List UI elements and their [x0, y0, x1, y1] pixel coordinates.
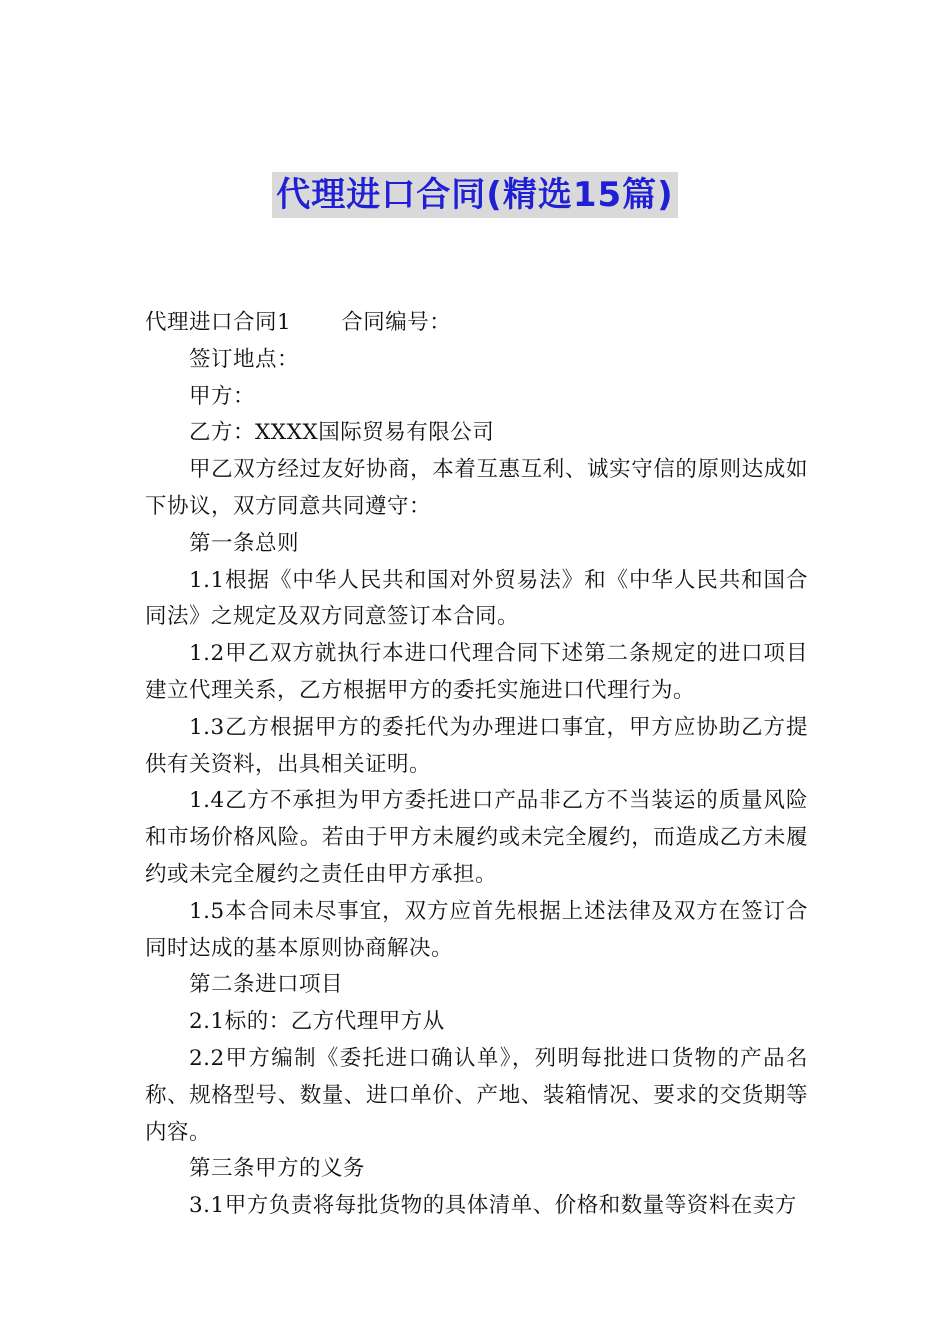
clause-2-2: 2.2甲方编制《委托进口确认单》，列明每批进口货物的产品名称、规格型号、数量、进口单价、产地、装箱情况、要求的交货期等内容。 [145, 1045, 808, 1145]
clause-1-3: 1.3乙方根据甲方的委托代为办理进口事宜，甲方应协助乙方提供有关资料，出具相关证明。 [145, 714, 808, 777]
clause-2-1: 2.1标的：乙方代理甲方从 [189, 1009, 445, 1035]
clause-1-5: 1.5本合同未尽事宜，双方应首先根据上述法律及双方在签订合同时达成的基本原则协商解决。 [145, 898, 808, 961]
article-1-heading: 第一条总则 [189, 530, 300, 556]
document-body [145, 305, 808, 1225]
party-a: 甲方： [189, 383, 256, 409]
clause-1-4: 1.4乙方不承担为甲方委托进口产品非乙方不当装运的质量风险和市场价格风险。若由于甲方未履约或未完全履约，而造成乙方未履约或未完全履约之责任由甲方承担。 [145, 788, 808, 887]
article-3-heading: 第三条甲方的义务 [189, 1156, 366, 1182]
title-wrap [0, 172, 950, 218]
contract-heading: 代理进口合同1 [145, 310, 292, 335]
preamble-paragraph: 甲乙双方经过友好协商，本着互惠互利、诚实守信的原则达成如下协议，双方同意共同遵守： [145, 457, 808, 519]
contract-heading-line [145, 305, 808, 342]
contract-number-label: 合同编号： [341, 310, 452, 335]
clause-1-1: 1.1根据《中华人民共和国对外贸易法》和《中华人民共和国合同法》之规定及双方同意签订本合同。 [145, 567, 808, 630]
clause-1-2: 1.2甲乙双方就执行本进口代理合同下述第二条规定的进口项目建立代理关系，乙方根据甲方的委托实施进口代理行为。 [145, 641, 808, 703]
document-title: 代理进口合同(精选15篇) [272, 172, 677, 218]
signing-place: 签订地点： [189, 346, 300, 372]
clause-3-1: 3.1甲方负责将每批货物的具体清单、价格和数量等资料在卖方 [189, 1193, 797, 1219]
article-2-heading: 第二条进口项目 [189, 972, 344, 998]
party-b: 乙方：XXXX国际贸易有限公司 [189, 420, 495, 446]
